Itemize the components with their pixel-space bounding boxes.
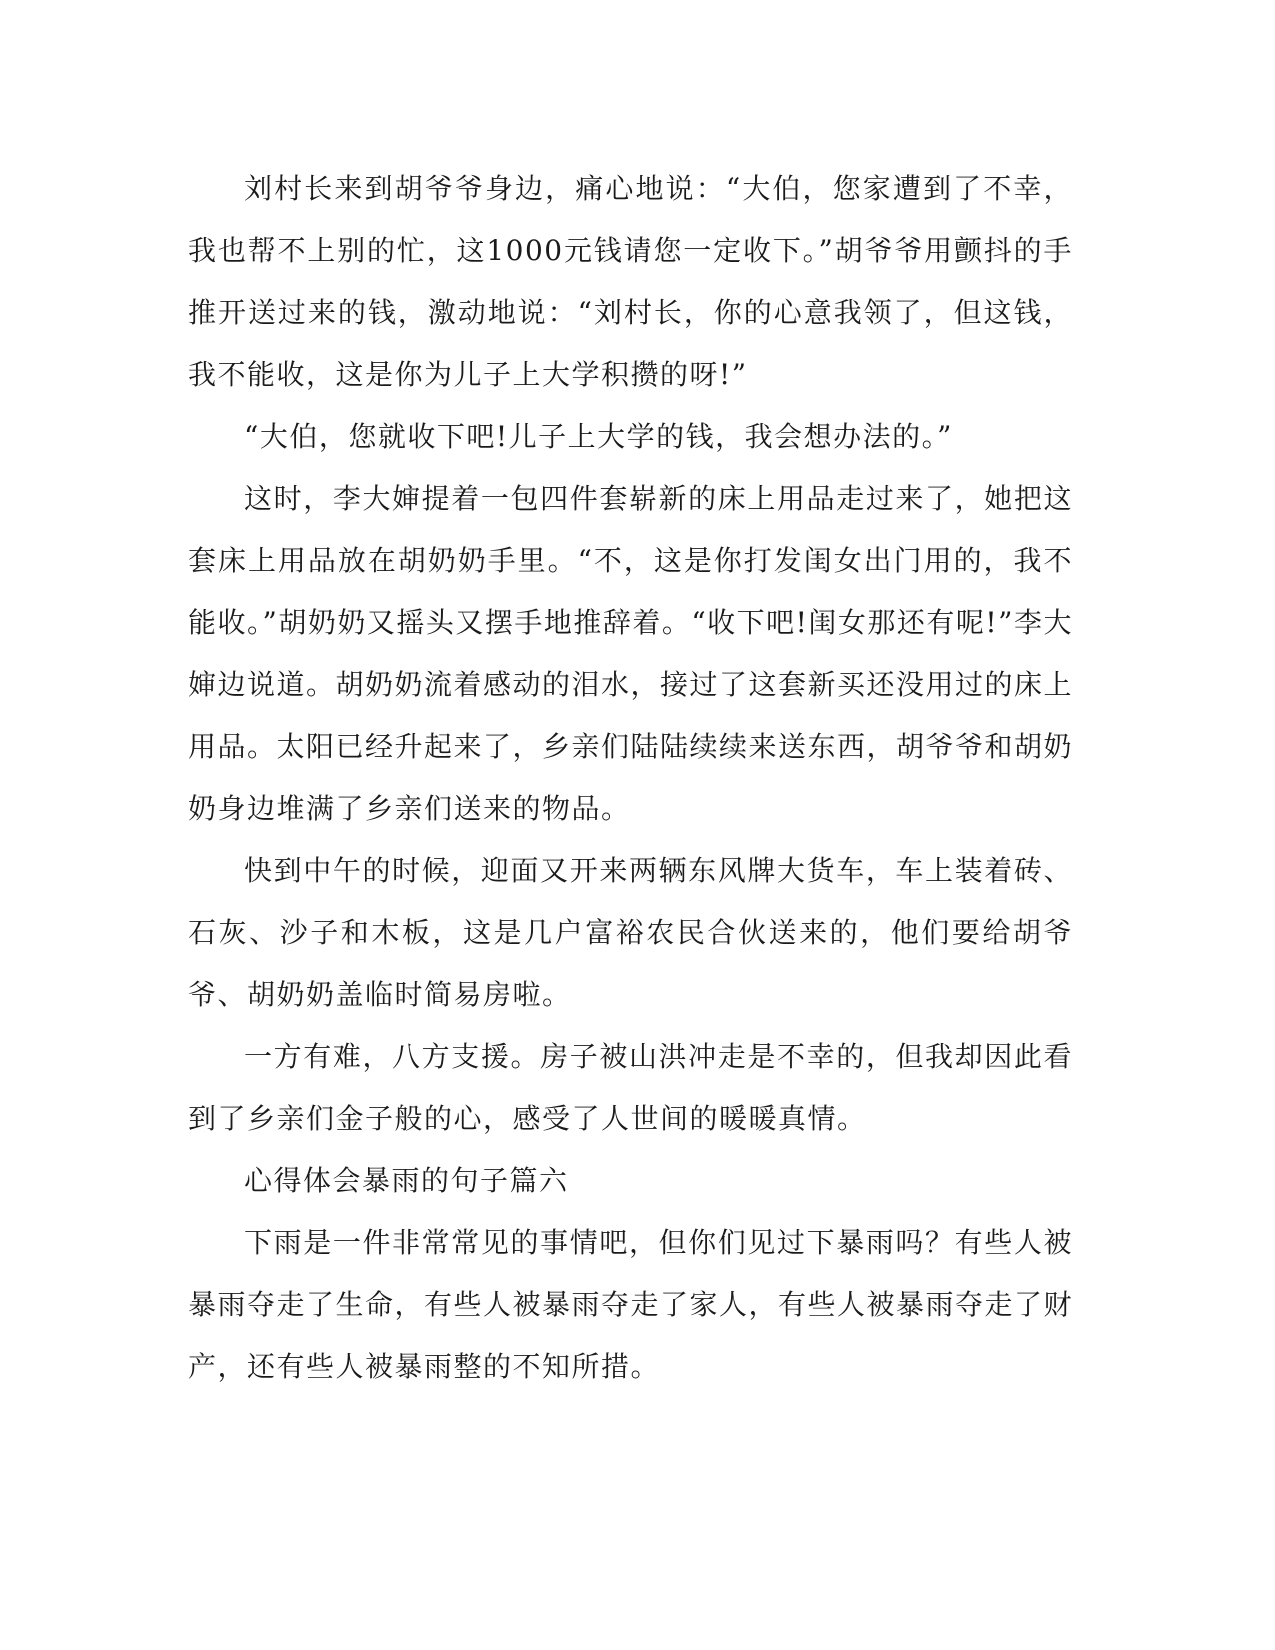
paragraph: 下雨是一件非常常见的事情吧，但你们见过下暴雨吗？有些人被暴雨夺走了生命，有些人被暴雨夺走了家人，有些人被暴雨夺走了财产，还有些人被暴雨整的不知所措。 <box>188 1226 1074 1383</box>
paragraph: 这时，李大婶提着一包四件套崭新的床上用品走过来了，她把这套床上用品放在胡奶奶手里。“不，这是你打发闺女出门用的，我不能收。”胡奶奶又摇头又摆手地推辞着。“收下吧!闺女那还有呢!”李大婶边说道。胡奶奶流着感动的泪水，接过了这套新买还没用过的床上用品。太阳已经升起来了，乡亲们陆陆续续来送东西，胡爷爷和胡奶奶身边堆满了乡亲们送来的物品。 <box>188 482 1074 825</box>
paragraph: 刘村长来到胡爷爷身边，痛心地说：“大伯，您家遭到了不幸，我也帮不上别的忙，这1000元钱请您一定收下。”胡爷爷用颤抖的手推开送过来的钱，激动地说：“刘村长，你的心意我领了，但这钱，我不能收，这是你为儿子上大学积攒的呀!” <box>188 172 1073 391</box>
document-body <box>188 158 1073 1398</box>
paragraph: 一方有难，八方支援。房子被山洪冲走是不幸的，但我却因此看到了乡亲们金子般的心，感受了人世间的暖暖真情。 <box>188 1040 1073 1135</box>
section-heading: 心得体会暴雨的句子篇六 <box>244 1164 569 1197</box>
paragraph: 快到中午的时候，迎面又开来两辆东风牌大货车，车上装着砖、石灰、沙子和木板，这是几户富裕农民合伙送来的，他们要给胡爷爷、胡奶奶盖临时简易房啦。 <box>188 854 1073 1011</box>
paragraph: “大伯，您就收下吧!儿子上大学的钱，我会想办法的。” <box>244 420 953 453</box>
